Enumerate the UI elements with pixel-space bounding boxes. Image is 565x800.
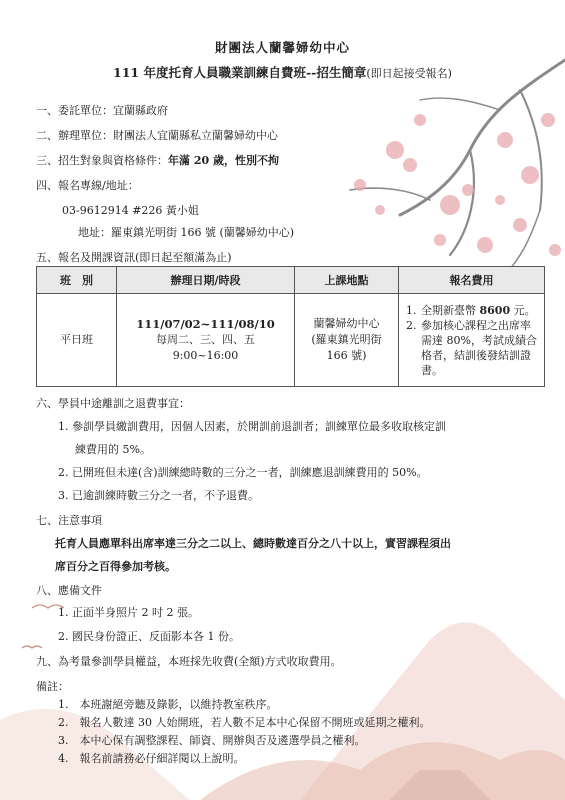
fee-amount: 8600 xyxy=(479,303,511,317)
fee-item-1-text xyxy=(421,303,536,318)
fee-list xyxy=(400,303,543,378)
remark-item-3: 3. 本中心保有調整課程、師資、開辦與否及遴選學員之權利。 xyxy=(58,734,366,747)
fee-item-2-text: 參加核心課程之出席率需達 80%，考試成績合格者，結訓後發結訓證書。 xyxy=(421,318,537,377)
remark-item-2: 2. 報名人數達 30 人始開班，若人數不足本中心保留不開班或延期之權利。 xyxy=(58,716,431,729)
class-days: 每周二、三、四、五 xyxy=(156,333,255,346)
fee-item-2-number: 2. xyxy=(406,318,417,332)
remarks-label: 備註： xyxy=(36,680,69,693)
section-commissioning-unit: 一、委託單位：宜蘭縣政府 xyxy=(36,104,168,117)
course-info-table xyxy=(36,266,545,387)
fee-item-2 xyxy=(406,318,539,378)
remark-item-4: 4. 報名前請務必仔細詳閱以上說明。 xyxy=(58,752,245,765)
cell-date-time xyxy=(117,294,295,387)
notice-text-1: 托育人員應單科出席率達三分之二以上、總時數達百分之八十以上，實習課程須出 xyxy=(55,537,451,550)
table-row xyxy=(37,294,545,387)
section-documents: 八、應備文件 xyxy=(36,584,102,597)
refund-item-3: 3. 已逾訓練時數三分之一者，不予退費。 xyxy=(58,489,259,502)
fee-amount-prefix: 全期新臺幣 xyxy=(421,303,480,317)
refund-item-1-cont: 練費用的 5%。 xyxy=(75,443,151,456)
header-fee: 報名費用 xyxy=(399,267,545,294)
document-item-1: 1. 正面半身照片 2 吋 2 張。 xyxy=(58,606,199,619)
section-eligibility xyxy=(36,152,279,168)
notice-text-2: 席百分之百得參加考核。 xyxy=(55,560,176,573)
fee-item-1 xyxy=(406,303,539,318)
section-contact: 四、報名專線/地址： xyxy=(36,179,139,192)
section-organizer: 二、辦理單位：財團法人宜蘭縣私立蘭馨婦幼中心 xyxy=(36,129,278,142)
refund-item-2: 2. 已開班但未達(含)訓練總時數的三分之一者，訓練應退訓練費用的 50%。 xyxy=(58,466,428,479)
table-header-row xyxy=(37,267,545,294)
header-date-time: 辦理日期/時段 xyxy=(117,267,295,294)
eligibility-label: 三、招生對象與資格條件： xyxy=(36,154,168,167)
class-time: 9:00~16:00 xyxy=(172,349,239,362)
remark-item-1: 1. 本班謝絕旁聽及錄影，以維持教室秩序。 xyxy=(58,698,278,711)
section-notice: 七、注意事項 xyxy=(36,514,102,527)
title-subtitle: (即日起接受報名) xyxy=(366,67,452,80)
title-main: 111 年度托育人員職業訓練自費班--招生簡章 xyxy=(113,65,367,80)
cell-location xyxy=(295,294,399,387)
eligibility-value: 年滿 20 歲，性別不拘 xyxy=(168,154,279,167)
section-course-info: 五、報名及開課資訊(即日起至額滿為止) xyxy=(36,251,232,264)
document-item-2: 2. 國民身份證正、反面影本各 1 份。 xyxy=(58,630,240,643)
cell-class-type: 平日班 xyxy=(37,294,117,387)
location-line-1: 蘭馨婦幼中心 xyxy=(313,317,380,330)
refund-item-1: 1. 參訓學員繳訓費用，因個人因素，於開訓前退訓者；訓練單位最多收取核定訓 xyxy=(58,420,446,433)
section-payment: 九、為考量參訓學員權益，本班採先收費(全額)方式收取費用。 xyxy=(36,655,342,668)
page-title xyxy=(0,63,565,81)
location-line-2: (羅東鎮光明街 xyxy=(311,333,382,346)
header-class-type: 班 別 xyxy=(37,267,117,294)
contact-address: 地址：羅東鎮光明街 166 號 (蘭馨婦幼中心) xyxy=(78,226,295,239)
location-line-3: 166 號) xyxy=(326,349,367,362)
contact-phone: 03-9612914 #226 黃小姐 xyxy=(62,204,199,217)
date-range: 111/07/02~111/08/10 xyxy=(136,317,275,331)
organization-name: 財團法人蘭馨婦幼中心 xyxy=(214,40,350,55)
fee-item-1-number: 1. xyxy=(406,303,417,317)
cell-fee xyxy=(399,294,545,387)
header-location: 上課地點 xyxy=(295,267,399,294)
fee-amount-unit: 元。 xyxy=(510,303,536,317)
section-refund: 六、學員中途離訓之退費事宜： xyxy=(36,397,190,410)
